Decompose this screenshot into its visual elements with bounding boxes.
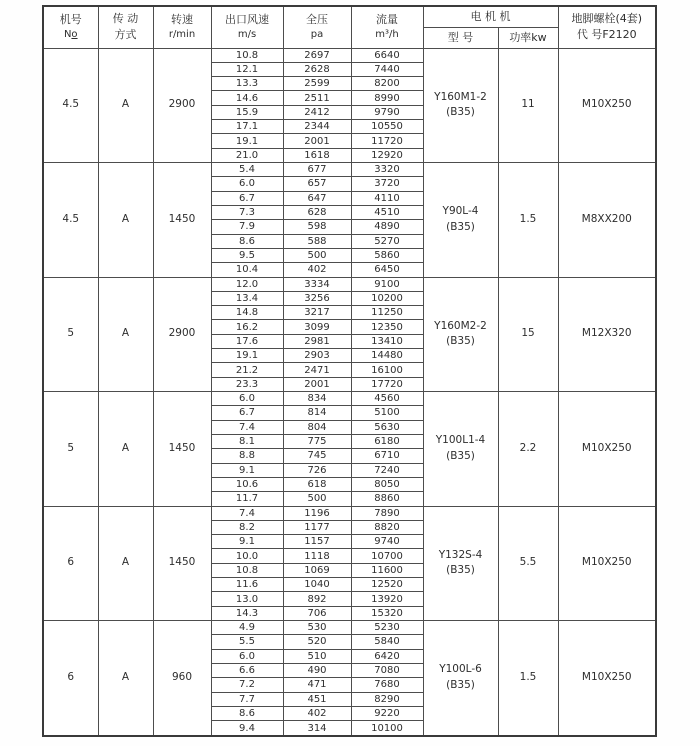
pressure-cell: 775 [283, 434, 351, 448]
flow-cell: 10700 [351, 549, 423, 563]
spec-row [43, 48, 656, 62]
pressure-cell: 510 [283, 649, 351, 663]
machine-no-cell: 6 [43, 621, 98, 737]
flow-cell: 6710 [351, 449, 423, 463]
machine-no-cell: 4.5 [43, 163, 98, 278]
flow-cell: 9100 [351, 277, 423, 291]
outlet-velocity-cell: 6.0 [211, 177, 283, 191]
flow-label: 流量 [376, 13, 398, 27]
flow-cell: 5630 [351, 420, 423, 434]
pressure-cell: 520 [283, 635, 351, 649]
flow-cell: 6180 [351, 434, 423, 448]
rpm-cell: 1450 [153, 506, 211, 621]
spec-row [43, 506, 656, 520]
pressure-cell: 3099 [283, 320, 351, 334]
outlet-velocity-cell: 8.8 [211, 449, 283, 463]
pressure-cell: 2697 [283, 48, 351, 62]
outlet-velocity-cell: 7.9 [211, 220, 283, 234]
pressure-cell: 490 [283, 663, 351, 677]
outlet-velocity-cell: 6.0 [211, 392, 283, 406]
outlet-velocity-cell: 10.6 [211, 477, 283, 491]
outlet-velocity-cell: 7.4 [211, 420, 283, 434]
pressure-cell: 2412 [283, 105, 351, 119]
machine-no-cell: 6 [43, 506, 98, 621]
col-header-motor-power: 功率kw [498, 27, 558, 48]
motor-model-cell [423, 506, 498, 621]
flow-cell: 12350 [351, 320, 423, 334]
outlet-velocity-cell: 5.5 [211, 635, 283, 649]
rpm-label: 转速 [171, 13, 193, 27]
machine-no-unit: No [63, 28, 78, 40]
pressure-cell: 471 [283, 678, 351, 692]
pressure-cell: 1177 [283, 520, 351, 534]
machine-no-cell: 5 [43, 277, 98, 392]
outlet-velocity-cell: 21.0 [211, 148, 283, 162]
flow-cell: 6640 [351, 48, 423, 62]
anchor-bolt-cell: M10X250 [558, 48, 656, 163]
flow-cell: 7440 [351, 62, 423, 76]
col-header-anchor-bolt [558, 6, 656, 48]
motor-model-line2: (B35) [446, 449, 475, 462]
pressure-cell: 2628 [283, 62, 351, 76]
motor-model-cell [423, 621, 498, 737]
fan-spec-table [42, 5, 657, 737]
outlet-velocity-cell: 19.1 [211, 349, 283, 363]
drive-mode-cell: A [98, 163, 153, 278]
pressure-cell: 706 [283, 606, 351, 620]
outlet-velocity-cell: 21.2 [211, 363, 283, 377]
drive-mode-cell: A [98, 621, 153, 737]
pressure-cell: 451 [283, 692, 351, 706]
col-header-motor-group: 电 机 机 [423, 6, 558, 27]
flow-unit: m³/h [375, 28, 399, 40]
outlet-velocity-cell: 10.8 [211, 48, 283, 62]
flow-cell: 5100 [351, 406, 423, 420]
pressure-cell: 402 [283, 263, 351, 277]
pressure-cell: 1618 [283, 148, 351, 162]
rpm-cell: 1450 [153, 163, 211, 278]
motor-power-cell: 5.5 [498, 506, 558, 621]
outlet-velocity-cell: 7.2 [211, 678, 283, 692]
outlet-velocity-cell: 8.2 [211, 520, 283, 534]
pressure-cell: 1118 [283, 549, 351, 563]
outlet-velocity-cell: 11.6 [211, 578, 283, 592]
pressure-cell: 2511 [283, 91, 351, 105]
machine-no-label: 机号 [59, 13, 82, 27]
flow-cell: 9740 [351, 535, 423, 549]
machine-no-cell: 5 [43, 392, 98, 507]
flow-cell: 8860 [351, 492, 423, 506]
flow-cell: 8290 [351, 692, 423, 706]
flow-cell: 8820 [351, 520, 423, 534]
motor-model-line1: Y132S-4 [438, 548, 483, 561]
pressure-cell: 2344 [283, 120, 351, 134]
flow-cell: 17720 [351, 377, 423, 391]
outlet-velocity-cell: 10.0 [211, 549, 283, 563]
pressure-cell: 745 [283, 449, 351, 463]
table-body [43, 48, 656, 736]
motor-model-line2: (B35) [446, 564, 475, 577]
outlet-velocity-cell: 10.8 [211, 563, 283, 577]
pressure-cell: 530 [283, 621, 351, 635]
flow-cell: 5860 [351, 248, 423, 262]
outlet-velocity-cell: 7.7 [211, 692, 283, 706]
pressure-cell: 2981 [283, 334, 351, 348]
flow-cell: 5270 [351, 234, 423, 248]
flow-cell: 6450 [351, 263, 423, 277]
flow-cell: 8200 [351, 77, 423, 91]
flow-cell: 15320 [351, 606, 423, 620]
anchor-bolt-code: 代 号F2120 [576, 28, 637, 42]
pressure-cell: 892 [283, 592, 351, 606]
pressure-cell: 677 [283, 163, 351, 177]
outlet-velocity-cell: 8.1 [211, 434, 283, 448]
motor-model-cell [423, 277, 498, 392]
col-header-rpm [153, 6, 211, 48]
motor-model-line1: Y100L-6 [439, 663, 482, 676]
anchor-bolt-cell: M10X250 [558, 506, 656, 621]
outlet-velocity-cell: 7.4 [211, 506, 283, 520]
drive-label: 传 动 [112, 12, 139, 26]
pressure-cell: 2001 [283, 134, 351, 148]
outlet-velocity-cell: 23.3 [211, 377, 283, 391]
drive-mode-cell: A [98, 277, 153, 392]
rpm-cell: 2900 [153, 48, 211, 163]
outlet-velocity-cell: 11.7 [211, 492, 283, 506]
outlet-velocity-cell: 9.1 [211, 463, 283, 477]
motor-model-cell [423, 163, 498, 278]
drive-mode-cell: A [98, 48, 153, 163]
drive-mode-cell: A [98, 506, 153, 621]
outlet-velocity-cell: 8.6 [211, 234, 283, 248]
outlet-velocity-cell: 4.9 [211, 621, 283, 635]
table-header [43, 6, 656, 48]
flow-cell: 7080 [351, 663, 423, 677]
flow-cell: 6420 [351, 649, 423, 663]
pressure-cell: 726 [283, 463, 351, 477]
rpm-cell: 2900 [153, 277, 211, 392]
flow-cell: 11720 [351, 134, 423, 148]
flow-cell: 4560 [351, 392, 423, 406]
motor-power-cell: 11 [498, 48, 558, 163]
flow-cell: 9790 [351, 105, 423, 119]
pressure-cell: 3334 [283, 277, 351, 291]
spec-row [43, 392, 656, 406]
outlet-velocity-cell: 16.2 [211, 320, 283, 334]
pressure-cell: 500 [283, 492, 351, 506]
pressure-cell: 314 [283, 721, 351, 736]
outlet-velocity-cell: 6.0 [211, 649, 283, 663]
col-header-motor-model: 型 号 [423, 27, 498, 48]
flow-cell: 5230 [351, 621, 423, 635]
flow-cell: 3320 [351, 163, 423, 177]
pressure-cell: 628 [283, 205, 351, 219]
header-row-top [43, 6, 656, 27]
motor-power-cell: 15 [498, 277, 558, 392]
spec-row [43, 277, 656, 291]
outlet-velocity-unit: m/s [237, 28, 257, 40]
flow-cell: 14480 [351, 349, 423, 363]
pressure-cell: 647 [283, 191, 351, 205]
flow-cell: 12920 [351, 148, 423, 162]
outlet-velocity-label: 出口风速 [225, 13, 269, 27]
flow-cell: 3720 [351, 177, 423, 191]
pressure-label: 全压 [306, 13, 328, 27]
drive-label-2: 方式 [114, 28, 137, 42]
pressure-cell: 3256 [283, 291, 351, 305]
spec-row [43, 621, 656, 635]
motor-power-cell: 2.2 [498, 392, 558, 507]
pressure-cell: 2001 [283, 377, 351, 391]
pressure-cell: 588 [283, 234, 351, 248]
col-header-outlet-velocity [211, 6, 283, 48]
motor-model-line2: (B35) [446, 679, 475, 691]
flow-cell: 8990 [351, 91, 423, 105]
outlet-velocity-cell: 19.1 [211, 134, 283, 148]
flow-cell: 10550 [351, 120, 423, 134]
motor-model-line1: Y160M1-2 [434, 90, 487, 103]
drive-mode-cell: A [98, 392, 153, 507]
pressure-cell: 804 [283, 420, 351, 434]
outlet-velocity-cell: 17.6 [211, 334, 283, 348]
pressure-cell: 618 [283, 477, 351, 491]
rpm-cell: 1450 [153, 392, 211, 507]
flow-cell: 11600 [351, 563, 423, 577]
flow-cell: 9220 [351, 706, 423, 720]
outlet-velocity-cell: 14.3 [211, 606, 283, 620]
outlet-velocity-cell: 9.5 [211, 248, 283, 262]
pressure-cell: 2599 [283, 77, 351, 91]
outlet-velocity-cell: 13.3 [211, 77, 283, 91]
flow-cell: 12520 [351, 578, 423, 592]
col-header-drive [98, 6, 153, 48]
outlet-velocity-cell: 13.4 [211, 291, 283, 305]
col-header-machine-no [43, 6, 98, 48]
machine-no-cell: 4.5 [43, 48, 98, 163]
outlet-velocity-cell: 14.8 [211, 306, 283, 320]
pressure-cell: 598 [283, 220, 351, 234]
outlet-velocity-cell: 6.7 [211, 191, 283, 205]
flow-cell: 4510 [351, 205, 423, 219]
motor-model-line2: (B35) [446, 335, 475, 348]
anchor-bolt-cell: M8XX200 [558, 163, 656, 278]
pressure-cell: 1069 [283, 563, 351, 577]
outlet-velocity-cell: 10.4 [211, 263, 283, 277]
motor-model-cell [423, 392, 498, 507]
motor-model-line2: (B35) [446, 220, 475, 233]
flow-cell: 10100 [351, 721, 423, 736]
outlet-velocity-cell: 17.1 [211, 120, 283, 134]
motor-model-line1: Y160M2-2 [434, 319, 487, 332]
outlet-velocity-cell: 15.9 [211, 105, 283, 119]
flow-cell: 7680 [351, 678, 423, 692]
outlet-velocity-cell: 7.3 [211, 205, 283, 219]
outlet-velocity-cell: 13.0 [211, 592, 283, 606]
motor-model-cell [423, 48, 498, 163]
pressure-cell: 1157 [283, 535, 351, 549]
flow-cell: 13920 [351, 592, 423, 606]
motor-power-cell: 1.5 [498, 163, 558, 278]
flow-cell: 13410 [351, 334, 423, 348]
pressure-cell: 1196 [283, 506, 351, 520]
outlet-velocity-cell: 14.6 [211, 91, 283, 105]
anchor-bolt-label: 地脚螺栓(4套) [571, 12, 643, 26]
flow-cell: 16100 [351, 363, 423, 377]
outlet-velocity-cell: 9.4 [211, 721, 283, 736]
pressure-cell: 402 [283, 706, 351, 720]
anchor-bolt-cell: M12X320 [558, 277, 656, 392]
pressure-cell: 814 [283, 406, 351, 420]
motor-power-cell: 1.5 [498, 621, 558, 737]
outlet-velocity-cell: 12.0 [211, 277, 283, 291]
flow-cell: 10200 [351, 291, 423, 305]
outlet-velocity-cell: 6.7 [211, 406, 283, 420]
motor-model-line1: Y90L-4 [442, 205, 479, 217]
pressure-cell: 2471 [283, 363, 351, 377]
col-header-pressure [283, 6, 351, 48]
pressure-cell: 657 [283, 177, 351, 191]
outlet-velocity-cell: 6.6 [211, 663, 283, 677]
spec-row [43, 163, 656, 177]
rpm-cell: 960 [153, 621, 211, 737]
flow-cell: 7240 [351, 463, 423, 477]
motor-model-line1: Y100L1-4 [435, 434, 486, 446]
col-header-flow [351, 6, 423, 48]
rpm-unit: r/min [168, 28, 196, 40]
pressure-cell: 1040 [283, 578, 351, 592]
pressure-cell: 834 [283, 392, 351, 406]
anchor-bolt-cell: M10X250 [558, 621, 656, 737]
flow-cell: 5840 [351, 635, 423, 649]
anchor-bolt-cell: M10X250 [558, 392, 656, 507]
outlet-velocity-cell: 8.6 [211, 706, 283, 720]
pressure-cell: 2903 [283, 349, 351, 363]
pressure-cell: 3217 [283, 306, 351, 320]
outlet-velocity-cell: 9.1 [211, 535, 283, 549]
flow-cell: 4110 [351, 191, 423, 205]
flow-cell: 4890 [351, 220, 423, 234]
flow-cell: 7890 [351, 506, 423, 520]
outlet-velocity-cell: 12.1 [211, 62, 283, 76]
flow-cell: 11250 [351, 306, 423, 320]
outlet-velocity-cell: 5.4 [211, 163, 283, 177]
flow-cell: 8050 [351, 477, 423, 491]
pressure-unit: pa [310, 28, 324, 40]
motor-model-line2: (B35) [446, 106, 475, 119]
pressure-cell: 500 [283, 248, 351, 262]
